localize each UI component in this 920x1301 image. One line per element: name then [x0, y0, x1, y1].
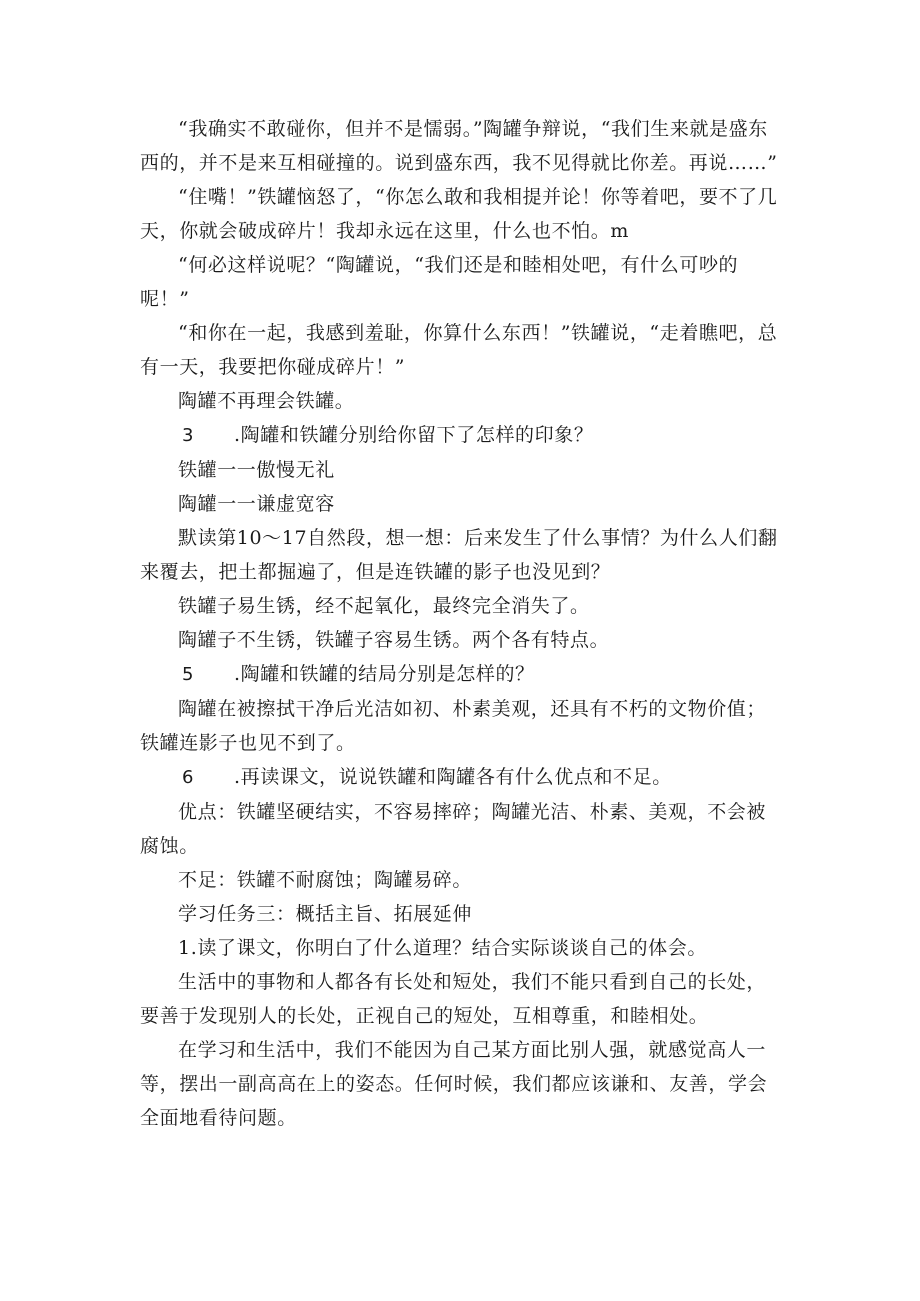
question-text: .陶罐和铁罐分别给你留下了怎样的印象？ [234, 424, 594, 446]
dialogue-paragraph: “住嘴！”铁罐恼怒了，“你怎么敢和我相提并论！你等着吧，要不了几天，你就会破成碎片！我却永远在这里，什么也不怕。m [140, 186, 778, 242]
narration-paragraph: 陶罐不再理会铁罐。 [178, 390, 355, 412]
answer-line: 陶罐一一谦虚宽容 [178, 493, 335, 515]
question-number: 5 [182, 664, 195, 685]
question-5 [140, 657, 785, 692]
dialogue-paragraph: “和你在一起，我感到羞耻，你算什么东西！”铁罐说，“走着瞧吧，总有一天，我要把你碰成碎片！” [140, 322, 778, 378]
answer-paragraph: 陶罐在被擦拭干净后光洁如初、朴素美观，还具有不朽的文物价值；铁罐连影子也见不到了。 [140, 698, 767, 754]
dialogue-paragraph: “何必这样说呢？“陶罐说，“我们还是和睦相处吧，有什么可吵的呢！” [140, 254, 739, 310]
question-6 [140, 760, 785, 795]
question-number: 3 [182, 425, 195, 446]
answer-paragraph: 优点：铁罐坚硬结实，不容易摔碎；陶罐光洁、朴素、美观，不会被腐蚀。 [140, 801, 767, 857]
task-heading: 学习任务三：概括主旨、拓展延伸 [178, 903, 473, 925]
question-4: 默读第10〜17自然段，想一想：后来发生了什么事情？为什么人们翻来覆去，把土都掘遍了，但是连铁罐的影子也没见到？ [140, 527, 778, 583]
question-text: .再读课文，说说铁罐和陶罐各有什么优点和不足。 [234, 766, 672, 788]
answer-line: 铁罐子易生锈，经不起氧化，最终完全消失了。 [178, 595, 590, 617]
task-question: 1.读了课文，你明白了什么道理？结合实际谈谈自己的体会。 [178, 937, 707, 959]
answer-paragraph: 在学习和生活中，我们不能因为自己某方面比别人强，就感觉高人一等，摆出一副高高在上的姿态。任何时候，我们都应该谦和、友善，学会全面地看待问题。 [140, 1039, 768, 1129]
answer-paragraph: 生活中的事物和人都各有长处和短处，我们不能只看到自己的长处，要善于发现别人的长处，正视自己的短处，互相尊重，和睦相处。 [140, 971, 767, 1027]
question-number: 6 [182, 767, 195, 788]
answer-line: 不足：铁罐不耐腐蚀；陶罐易碎。 [178, 869, 473, 891]
dialogue-paragraph: “我确实不敢碰你，但并不是懦弱。”陶罐争辩说，“我们生来就是盛东西的，并不是来互相碰撞的。说到盛东西，我不见得就比你差。再说……” [140, 118, 778, 174]
document-body [140, 112, 785, 1135]
question-3 [140, 418, 785, 453]
question-text: .陶罐和铁罐的结局分别是怎样的？ [234, 663, 535, 685]
answer-line: 陶罐子不生锈，铁罐子容易生锈。两个各有特点。 [178, 629, 610, 651]
answer-line: 铁罐一一傲慢无礼 [178, 459, 335, 481]
